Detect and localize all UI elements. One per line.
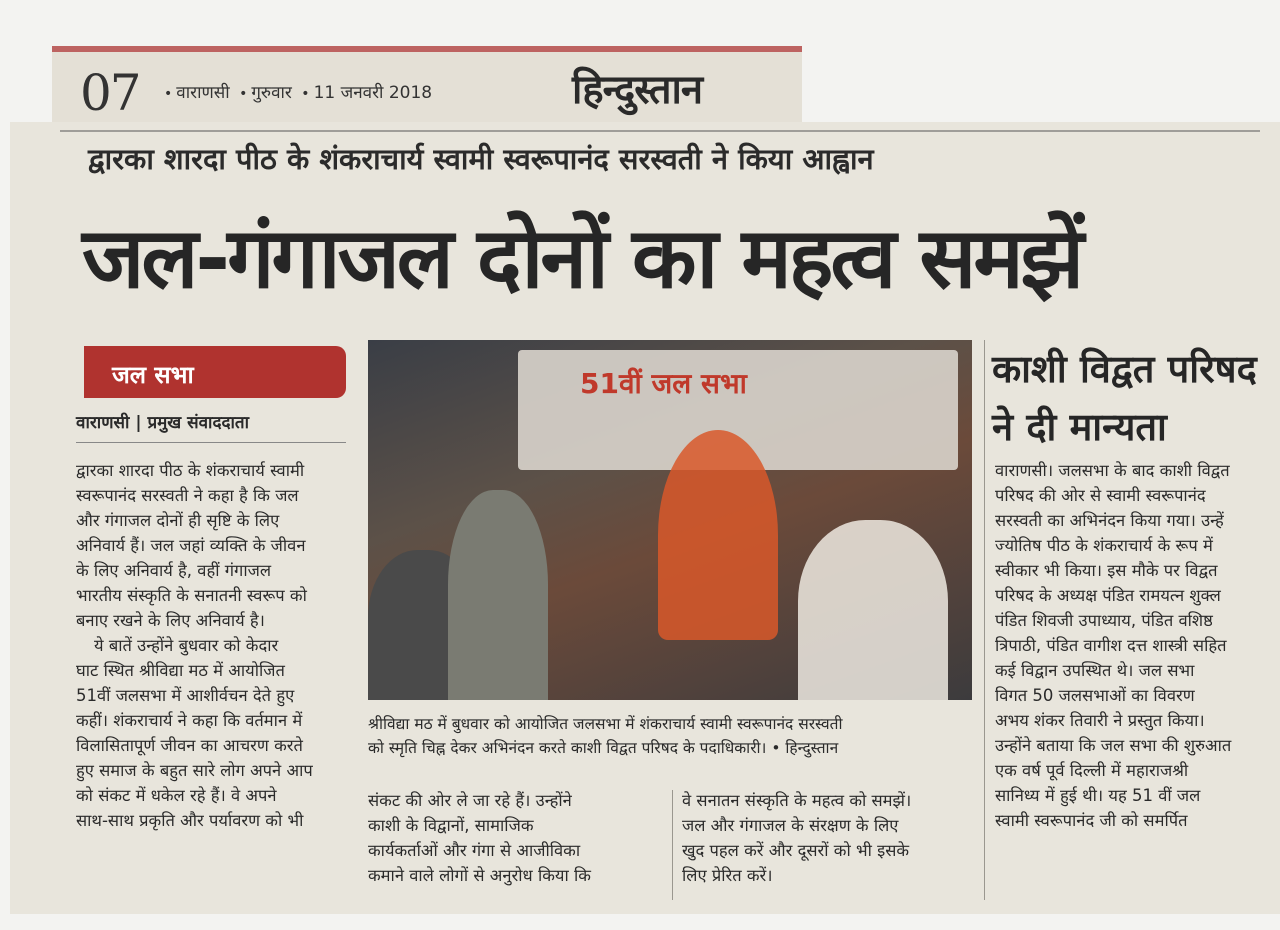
text-line: वाराणसी। जलसभा के बाद काशी विद्वत <box>995 461 1230 480</box>
text-line: कार्यकर्ताओं और गंगा से आजीविका <box>368 841 581 860</box>
text-line: परिषद की ओर से स्वामी स्वरूपानंद <box>995 486 1206 505</box>
text-line: द्वारका शारदा पीठ के शंकराचार्य स्वामी <box>76 461 305 480</box>
text-line: विगत 50 जलसभाओं का विवरण <box>995 686 1195 705</box>
dateline-day: गुरुवार <box>251 83 292 103</box>
article-column-2 <box>368 788 668 888</box>
text-line: त्रिपाठी, पंडित वागीश दत्त शास्त्री सहित <box>995 636 1227 655</box>
photo-figure <box>448 490 548 700</box>
photo-banner-text: 51वीं जल सभा <box>580 367 747 400</box>
text-line: बनाए रखने के लिए अनिवार्य है। <box>76 611 265 630</box>
header-divider <box>60 130 1260 132</box>
newspaper-masthead: हिन्दुस्तान <box>572 67 703 113</box>
text-line: कमाने वाले लोगों से अनुरोध किया कि <box>368 866 591 885</box>
text-line: कहीं। शंकराचार्य ने कहा कि वर्तमान में <box>76 711 303 730</box>
column-separator <box>672 790 673 900</box>
text-line: अभय शंकर तिवारी ने प्रस्तुत किया। <box>995 711 1205 730</box>
caption-line: श्रीविद्या मठ में बुधवार को आयोजित जलसभा में शंकराचार्य स्वामी स्वरूपानंद सरस्वती <box>368 715 843 733</box>
text-line: पंडित शिवजी उपाध्याय, पंडित वशिष्ठ <box>995 611 1213 630</box>
text-line: वे सनातन संस्कृति के महत्व को समझें। <box>682 791 912 810</box>
article-column-1 <box>76 458 346 833</box>
text-line: स्वरूपानंद सरस्वती ने कहा है कि जल <box>76 486 299 505</box>
text-line: और गंगाजल दोनों ही सृष्टि के लिए <box>76 511 280 530</box>
text-line: घाट स्थित श्रीविद्या मठ में आयोजित <box>76 661 285 680</box>
text-line: सानिध्य में हुई थी। यह 51 वीं जल <box>995 786 1201 805</box>
article-kicker: द्वारका शारदा पीठ के शंकराचार्य स्वामी स्वरूपानंद सरस्वती ने किया आह्वान <box>88 142 874 176</box>
text-line: जल और गंगाजल के संरक्षण के लिए <box>682 816 899 835</box>
text-line: काशी के विद्वानों, सामाजिक <box>368 816 534 835</box>
byline-divider <box>76 442 346 443</box>
text-line: को संकट में धकेल रहे हैं। वे अपने <box>76 786 277 805</box>
text-line: परिषद के अध्यक्ष पंडित रामयत्न शुक्ल <box>995 586 1221 605</box>
text-line: 51वीं जलसभा में आशीर्वचन देते हुए <box>76 686 295 705</box>
text-line: कई विद्वान उपस्थित थे। जल सभा <box>995 661 1195 680</box>
text-line: ज्योतिष पीठ के शंकराचार्य के रूप में <box>995 536 1213 555</box>
section-tag: जल सभा <box>112 361 194 389</box>
text-line: ये बातें उन्होंने बुधवार को केदार <box>94 636 279 655</box>
dateline: • वाराणसी • गुरुवार • 11 जनवरी 2018 <box>164 83 433 103</box>
top-red-rule <box>52 46 802 52</box>
column-separator <box>984 340 985 900</box>
article-column-3 <box>682 788 982 888</box>
text-line: के लिए अनिवार्य है, वहीं गंगाजल <box>76 561 272 580</box>
photo-figure <box>798 520 948 700</box>
text-line: अनिवार्य हैं। जल जहां व्यक्ति के जीवन <box>76 536 306 555</box>
article-headline: जल-गंगाजल दोनों का महत्व समझें <box>82 209 1082 307</box>
sidebar-article-column <box>995 458 1280 833</box>
text-line: सरस्वती का अभिनंदन किया गया। उन्हें <box>995 511 1224 530</box>
text-line: स्वीकार भी किया। इस मौके पर विद्वत <box>995 561 1218 580</box>
dateline-date: 11 जनवरी 2018 <box>313 83 433 103</box>
sidebar-headline-line: ने दी मान्यता <box>992 405 1167 449</box>
sidebar-headline <box>992 340 1257 456</box>
dateline-city: वाराणसी <box>176 83 230 103</box>
text-line: संकट की ओर ले जा रहे हैं। उन्होंने <box>368 791 572 810</box>
text-line: साथ-साथ प्रकृति और पर्यावरण को भी <box>76 811 304 830</box>
caption-line: को स्मृति चिह्न देकर अभिनंदन करते काशी विद्वत परिषद के पदाधिकारी। • हिन्दुस्तान <box>368 739 839 757</box>
sidebar-headline-line: काशी विद्वत परिषद <box>992 347 1257 391</box>
page-number: 07 <box>80 64 140 122</box>
text-line: लिए प्रेरित करें। <box>682 866 773 885</box>
text-line: एक वर्ष पूर्व दिल्ली में महाराजश्री <box>995 761 1189 780</box>
text-line: भारतीय संस्कृति के सनातनी स्वरूप को <box>76 586 307 605</box>
text-line: विलासितापूर्ण जीवन का आचरण करते <box>76 736 303 755</box>
byline: वाराणसी | प्रमुख संवाददाता <box>76 413 250 433</box>
text-line: हुए समाज के बहुत सारे लोग अपने आप <box>76 761 313 780</box>
news-photo <box>368 340 972 700</box>
photo-figure-shankaracharya <box>658 430 778 640</box>
text-line: स्वामी स्वरूपानंद जी को समर्पित <box>995 811 1188 830</box>
photo-caption <box>368 712 972 760</box>
text-line: खुद पहल करें और दूसरों को भी इसके <box>682 841 910 860</box>
text-line: उन्होंने बताया कि जल सभा की शुरुआत <box>995 736 1232 755</box>
